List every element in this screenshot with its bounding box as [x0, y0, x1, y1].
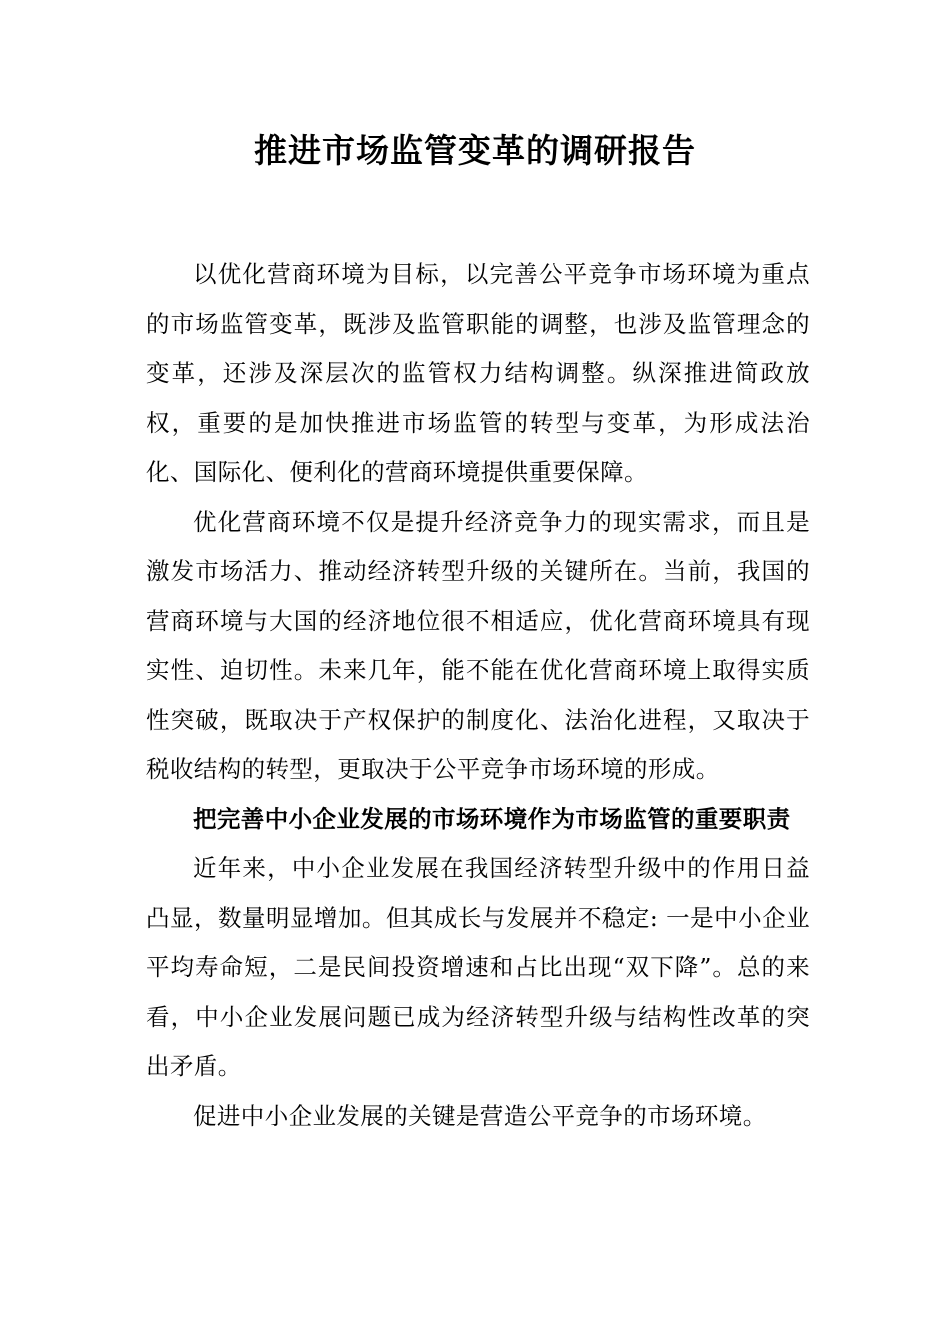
paragraph-4: 促进中小企业发展的关键是营造公平竞争的市场环境。: [193, 1101, 767, 1130]
paragraph-3: 近年来，中小企业发展在我国经济转型升级中的作用日益凸显，数量明显增加。但其成长与发展并不稳定: 一是中小企业平均寿命短，二是民间投资增速和占比出现“双下降”。总的来看，中小企业发展问题已成为经济转型升级与结构性改革的突出矛盾。: [146, 854, 810, 1080]
document-body: [146, 250, 810, 1141]
document-title: 推进市场监管变革的调研报告: [254, 131, 696, 170]
section-heading: 把完善中小企业发展的市场环境作为市场监管的重要职责: [193, 804, 791, 833]
paragraph-1: 以优化营商环境为目标，以完善公平竞争市场环境为重点的市场监管变革，既涉及监管职能的调整，也涉及监管理念的变革，还涉及深层次的监管权力结构调整。纵深推进简政放权，重要的是加快推进市场监管的转型与变革，为形成法治化、国际化、便利化的营商环境提供重要保障。: [146, 260, 810, 486]
paragraph-2: 优化营商环境不仅是提升经济竞争力的现实需求，而且是激发市场活力、推动经济转型升级的关键所在。当前，我国的营商环境与大国的经济地位很不相适应，优化营商环境具有现实性、迫切性。未来几年，能不能在优化营商环境上取得实质性突破，既取决于产权保护的制度化、法治化进程，又取决于税收结构的转型，更取决于公平竞争市场环境的形成。: [146, 507, 810, 783]
